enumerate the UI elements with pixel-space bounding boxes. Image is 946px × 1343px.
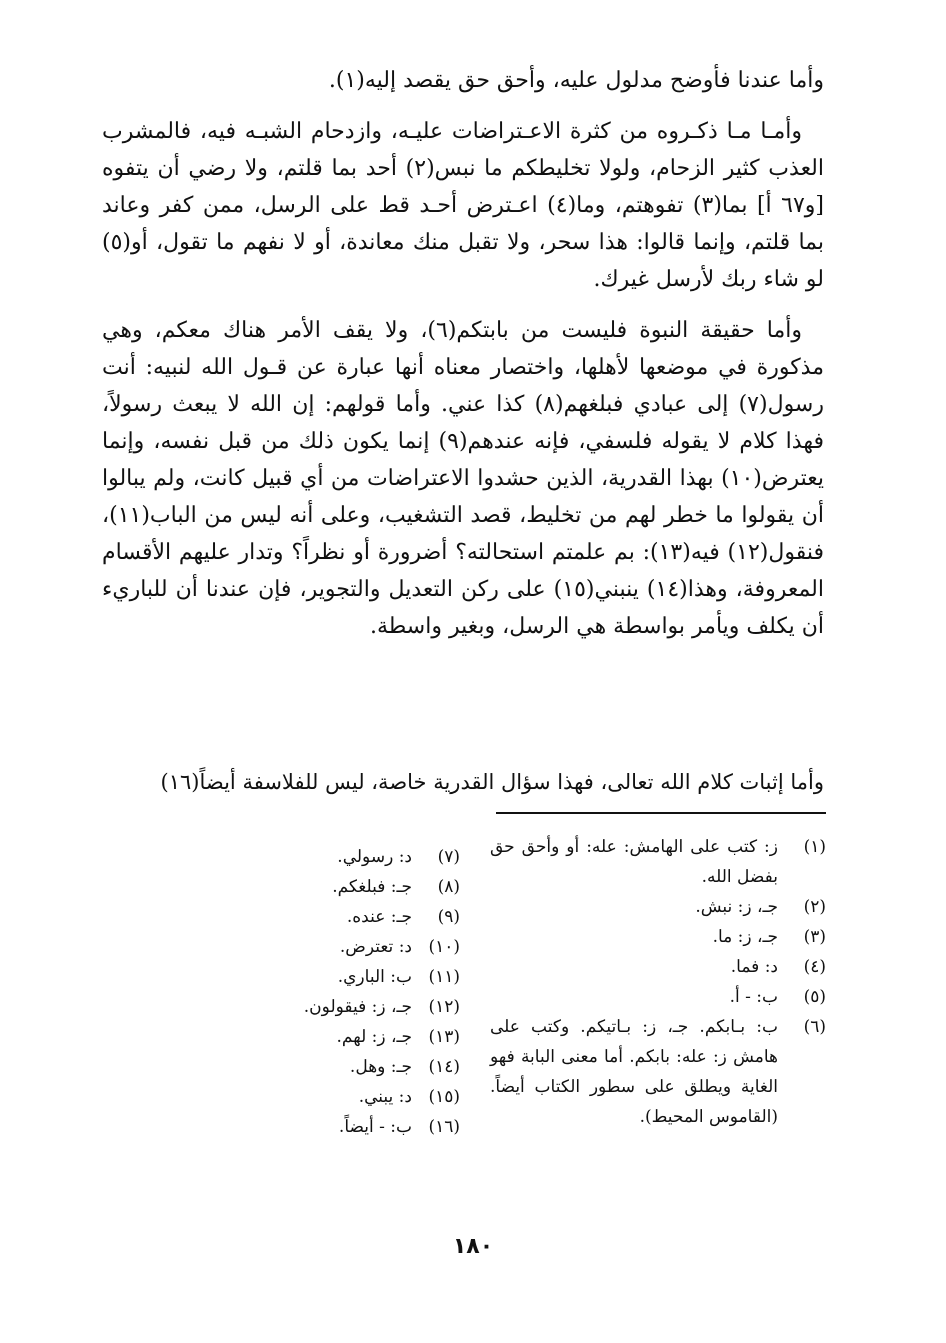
footnote-7: [240, 842, 460, 872]
paragraph: وأما عندنا فأوضح مدلول عليه، وأحق حق يقصد إليه(١).: [328, 68, 824, 93]
footnote-number: (٢): [803, 897, 826, 917]
footnote-text: ب: - أ.: [729, 987, 778, 1007]
footnote-number: (٦): [803, 1017, 826, 1037]
footnotes-left-column: [240, 842, 460, 1142]
footnote-13: [240, 1022, 460, 1052]
footnote-number: (١٢): [428, 997, 460, 1017]
footnote-11: [240, 962, 460, 992]
footnote-1: [490, 832, 826, 892]
footnote-3: [490, 922, 826, 952]
footnote-text: جـ، ز: ما.: [712, 927, 778, 947]
footnote-16: [240, 1112, 460, 1142]
footnote-2: [490, 892, 826, 922]
footnote-number: (٣): [803, 927, 826, 947]
footnote-text: ب: - أيضاً.: [338, 1117, 412, 1137]
footnote-number: (١٥): [428, 1087, 460, 1107]
footnote-text: ب: الباري.: [337, 967, 412, 987]
footnote-10: [240, 932, 460, 962]
footnote-number: (٥): [803, 987, 826, 1007]
paragraph: وأمـا مـا ذكـروه من كثرة الاعـتراضات عليـه، وازدحام الشبـه فيه، فالمشرب العذب كثير الزحام، ولولا تخليطكم ما نبس(٢) أحد بما قلتم، ولا رضي أن يتفوه [و٦٧ أ] بما(٣) تفوهتم، وما(٤) اعـترض أحـد قط على الرسل، ممن كفر وعاند بما قلتم، وإنما قالوا: هذا سحر، ولا تقبل منك معاندة، أو لا نفهم ما تقول، أو(٥) لو شاء ربك لأرسل غيرك.: [102, 119, 824, 292]
footnote-text: جـ: فبلغكم.: [332, 877, 412, 897]
footnote-4: [490, 952, 826, 982]
footnote-5: [490, 982, 826, 1012]
footnote-number: (١٤): [428, 1057, 460, 1077]
page-number: ١٨٠: [452, 1234, 494, 1259]
footnote-text: جـ، ز: نبش.: [695, 897, 778, 917]
footnote-number: (٧): [437, 847, 460, 867]
footnote-text: جـ، ز: فيقولون.: [303, 997, 412, 1017]
footnote-text: د: رسولي.: [337, 847, 412, 867]
paragraph: وأما حقيقة النبوة فليست من بابتكم(٦)، ولا يقف الأمر هناك معكم، وهي مذكورة في موضعها لأهلها، واختصار معناه أنها عبارة عن قـول الله لنبيه: أنت رسول(٧) إلى عبادي فبلغهم(٨) كذا عني. وأما قولهم: إن الله لا يبعث رسولاً، فهذا كلام لا يقوله فلسفي، فإنه عندهم(٩) إنما يكون ذلك من قبل نفسه، وإنما يعترض(١٠) بهذا القدرية، الذين حشدوا الاعتراضات من أي قبيل كانت، ولم يبالوا أن يقولوا ما خطر لهم من تخليط، قصد التشغيب، وعلى أنه ليس من الباب(١١)، فنقول(١٢) فيه(١٣): بم علمتم استحالته؟ أضرورة أو نظراً؟ وتدار عليهم الأقسام المعروفة، وهذا(١٤) ينبني(١٥) على ركن التعديل والتجوير، فإن عندنا أن للباريء أن يكلف ويأمر بواسطة هي الرسل، وبغير واسطة.: [102, 318, 825, 639]
footnote-6: [490, 1012, 826, 1132]
footnote-text: جـ: وهل.: [349, 1057, 412, 1077]
footnote-number: (١٠): [428, 937, 460, 957]
footnote-number: (١٣): [428, 1027, 460, 1047]
footnote-text: د: تعترض.: [339, 937, 412, 957]
footnote-text: ب: بـابكم. جـ، ز: بـاتيكم. وكتب على هامش ز: عله: بابكم. أما معنى البابة فهو الغاية ويطلق على سطور الكتاب أيضاً. (القاموس المحيط).: [490, 1017, 778, 1127]
footnote-12: [240, 992, 460, 1022]
footnote-text: جـ، ز: لهم.: [336, 1027, 412, 1047]
footnote-15: [240, 1082, 460, 1112]
main-text: [102, 62, 824, 659]
footnote-number: (١٦): [428, 1117, 460, 1137]
footnote-text: ز: كتب على الهامش: عله: أو وأحق حق بفضل الله.: [490, 837, 778, 887]
footnote-text: د: فما.: [730, 957, 778, 977]
lead-line: وأما إثبات كلام الله تعالى، فهذا سؤال القدرية خاصة، ليس للفلاسفة أيضاً(١٦): [160, 770, 824, 794]
footnote-14: [240, 1052, 460, 1082]
footnote-text: جـ: عنده.: [346, 907, 412, 927]
footnote-number: (٨): [437, 877, 460, 897]
footnote-divider: [496, 812, 826, 814]
footnote-text: د: يبني.: [358, 1087, 412, 1107]
footnote-number: (٩): [437, 907, 460, 927]
footnote-number: (٤): [803, 957, 826, 977]
footnote-8: [240, 872, 460, 902]
footnote-9: [240, 902, 460, 932]
footnote-number: (١): [803, 837, 826, 857]
footnote-number: (١١): [428, 967, 460, 987]
footnotes-right-column: [490, 832, 826, 1132]
